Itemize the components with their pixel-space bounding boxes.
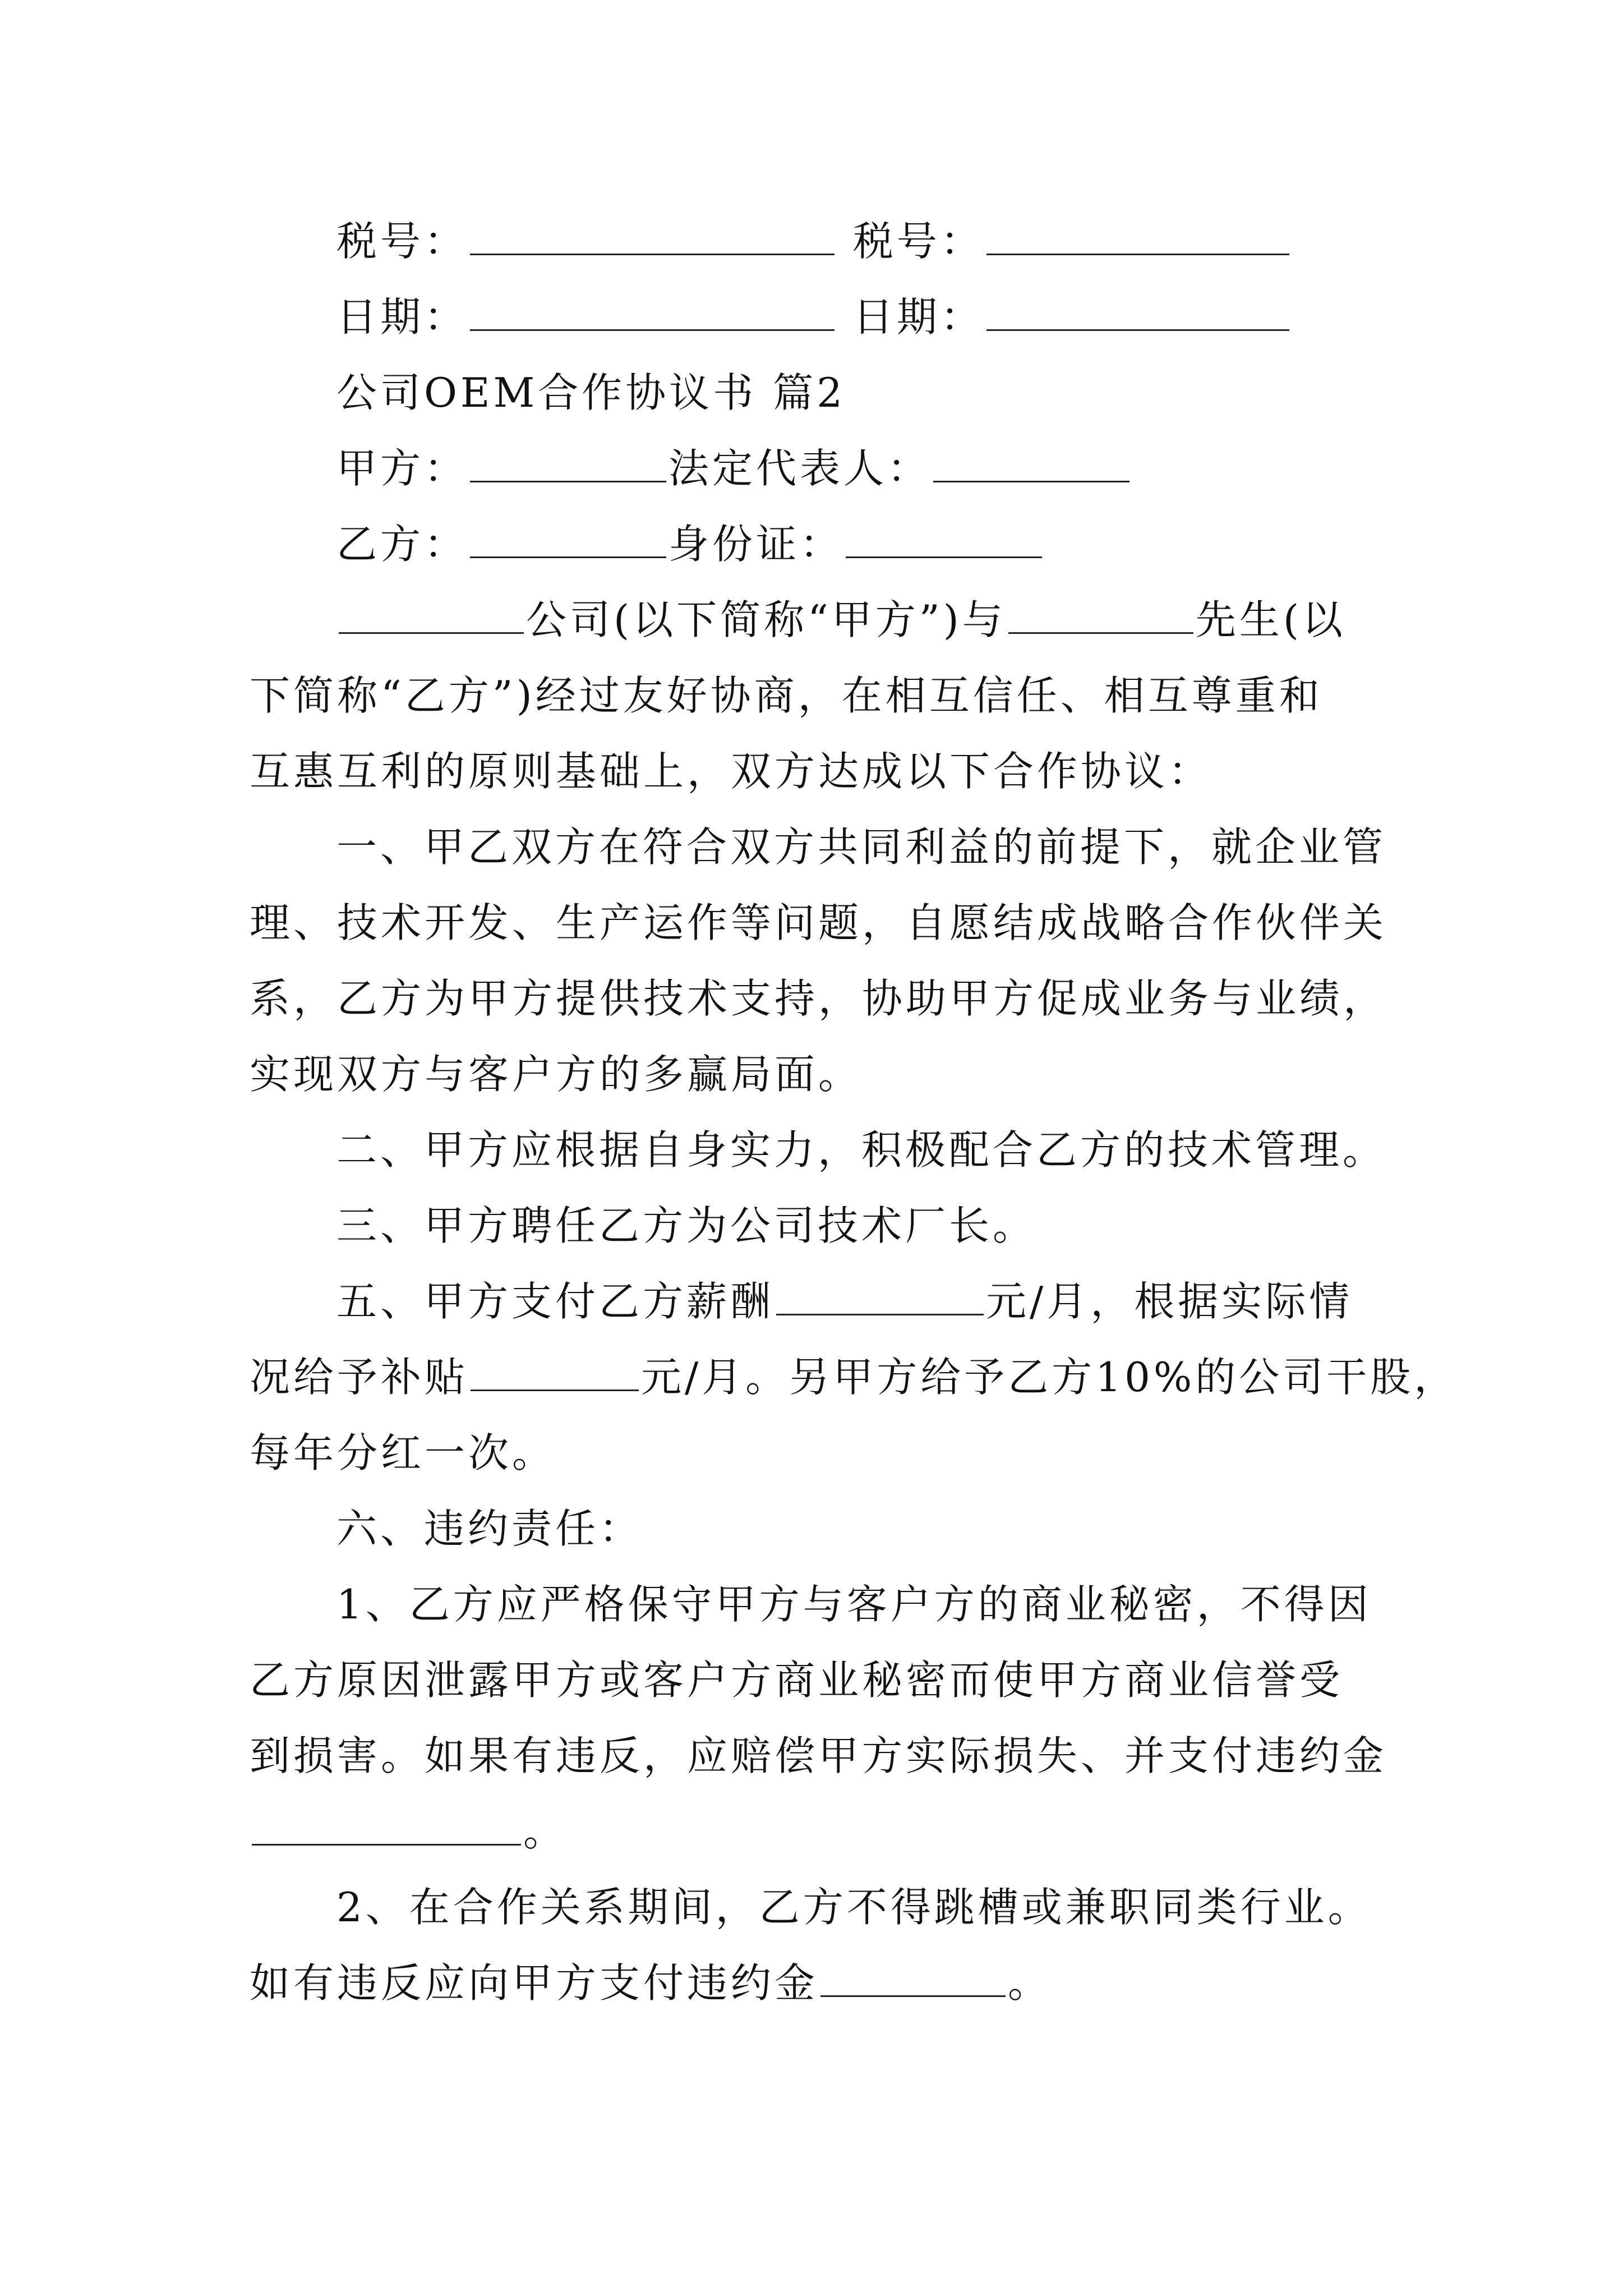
penalty-blank-2 xyxy=(820,1955,1006,1997)
mr-blank xyxy=(1008,592,1193,634)
clause-1-line-4: 实现双方与客户方的多赢局面。 xyxy=(250,1051,863,1098)
tax-blank-a xyxy=(470,213,834,255)
intro-line-3: 互惠互利的原则基础上，双方达成以下合作协议： xyxy=(250,748,1212,795)
clause-1-line-2: 理、技术开发、生产运作等问题，自愿结成战略合作伙伴关 xyxy=(250,899,1387,946)
clause-5-text-2a: 况给予补贴 xyxy=(250,1354,469,1401)
tax-label-a: 税号： xyxy=(336,218,468,265)
clause-5-line-1 xyxy=(336,1273,1353,1329)
party-a-blank xyxy=(470,440,666,482)
party-b-row xyxy=(336,516,1044,572)
clause-6-2-end: 。 xyxy=(1008,1959,1052,2007)
tax-number-row xyxy=(336,213,1292,269)
intro-line-1 xyxy=(336,592,1346,648)
party-b-label: 乙方： xyxy=(336,521,468,568)
date-blank-b xyxy=(986,289,1289,331)
clause-6-1-line-4 xyxy=(250,1803,567,1860)
clause-6-2-text-2a: 如有违反应向甲方支付违约金 xyxy=(250,1959,819,2007)
clause-6-2-line-1: 2、在合作关系期间，乙方不得跳槽或兼职同类行业。 xyxy=(336,1884,1372,1931)
tax-blank-b xyxy=(986,213,1289,255)
clause-5-text-1a: 五、甲方支付乙方薪酬 xyxy=(336,1278,774,1325)
intro-text-1a: 公司(以下简称“甲方”)与 xyxy=(526,596,1006,643)
clause-6-2-line-2 xyxy=(250,1955,1052,2011)
clause-6-1-end: 。 xyxy=(523,1808,568,1855)
section-title: 公司OEM合作协议书 篇2 xyxy=(336,369,846,416)
clause-3: 三、甲方聘任乙方为公司技术厂长。 xyxy=(336,1202,1037,1249)
clause-6-1-line-1: 1、乙方应严格保守甲方与客户方的商业秘密，不得因 xyxy=(336,1581,1372,1628)
clause-6-heading: 六、违约责任： xyxy=(336,1505,643,1552)
clause-5-line-2 xyxy=(250,1349,1458,1405)
clause-2: 二、甲方应根据自身实力，积极配合乙方的技术管理。 xyxy=(336,1126,1387,1174)
id-blank xyxy=(846,516,1042,558)
date-row xyxy=(336,289,1292,345)
legal-rep-blank xyxy=(933,440,1129,482)
party-a-row xyxy=(336,440,1132,496)
party-a-label: 甲方： xyxy=(336,445,468,492)
salary-blank xyxy=(776,1273,984,1315)
penalty-blank-1 xyxy=(252,1803,521,1846)
clause-1-line-1: 一、甲乙双方在符合双方共同利益的前提下，就企业管 xyxy=(336,823,1387,871)
clause-6-1-line-2: 乙方原因泄露甲方或客户方商业秘密而使甲方商业信誉受 xyxy=(250,1657,1344,1704)
clause-6-1-line-3: 到损害。如果有违反，应赔偿甲方实际损失、并支付违约金 xyxy=(250,1732,1387,1779)
date-blank-a xyxy=(470,289,834,331)
clause-5-text-1b: 元/月，根据实际情 xyxy=(986,1278,1353,1325)
clause-5-text-2b: 元/月。另甲方给予乙方10%的公司干股， xyxy=(641,1354,1458,1401)
legal-rep-label: 法定代表人： xyxy=(668,445,932,492)
clause-5-line-3: 每年分红一次。 xyxy=(250,1429,556,1476)
id-label: 身份证： xyxy=(668,521,844,568)
date-label-a: 日期： xyxy=(336,293,468,341)
date-label-b: 日期： xyxy=(852,293,984,341)
tax-label-b: 税号： xyxy=(852,218,984,265)
clause-1-line-3: 系，乙方为甲方提供技术支持，协助甲方促成业务与业绩， xyxy=(250,975,1387,1022)
intro-text-1b: 先生(以 xyxy=(1195,596,1346,643)
subsidy-blank xyxy=(471,1349,639,1391)
party-b-blank xyxy=(470,516,666,558)
intro-line-2: 下简称“乙方”)经过友好协商，在相互信任、相互尊重和 xyxy=(250,672,1323,719)
company-blank xyxy=(339,592,524,634)
